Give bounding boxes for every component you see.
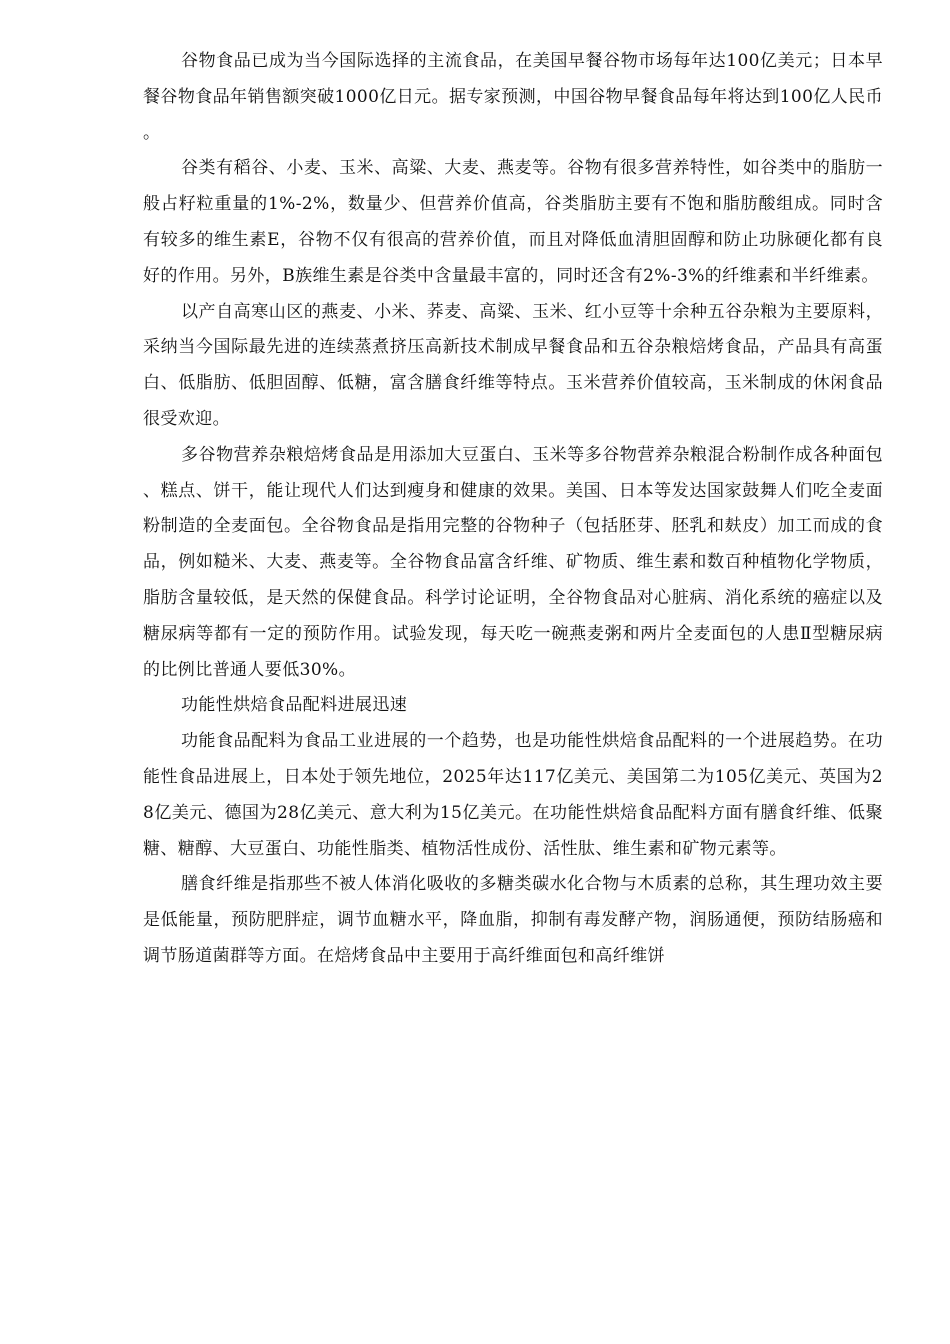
- paragraph-cereal-market: 谷物食品已成为当今国际选择的主流食品，在美国早餐谷物市场每年达100亿美元；日本早餐谷物食品年销售额突破1000亿日元。据专家预测，中国谷物早餐食品每年将达到100亿人民币。: [143, 51, 883, 143]
- document-body: [143, 44, 883, 975]
- paragraph-multigrain-baking: 多谷物营养杂粮焙烤食品是用添加大豆蛋白、玉米等多谷物营养杂粮混合粉制作成各种面包、糕点、饼干，能让现代人们达到瘦身和健康的效果。美国、日本等发达国家鼓舞人们吃全麦面粉制造的全麦面包。全谷物食品是指用完整的谷物种子（包括胚芽、胚乳和麸皮）加工而成的食品，例如糙米、大麦、燕麦等。全谷物食品富含纤维、矿物质、维生素和数百种植物化学物质，脂肪含量较低，是天然的保健食品。科学讨论证明，全谷物食品对心脏病、消化系统的癌症以及糖尿病等都有一定的预防作用。试验发现，每天吃一碗燕麦粥和两片全麦面包的人患Ⅱ型糖尿病的比例比普通人要低30%。: [143, 444, 883, 680]
- paragraph-coarse-grain-products: 以产自高寒山区的燕麦、小米、荞麦、高粱、玉米、红小豆等十余种五谷杂粮为主要原料，采纳当今国际最先进的连续蒸煮挤压高新技术制成早餐食品和五谷杂粮焙烤食品，产品具有高蛋白、低脂肪、低胆固醇、低糖，富含膳食纤维等特点。玉米营养价值较高，玉米制成的休闲食品很受欢迎。: [143, 301, 883, 429]
- paragraph-cereal-nutrition: 谷类有稻谷、小麦、玉米、高粱、大麦、燕麦等。谷物有很多营养特性，如谷类中的脂肪一般占籽粒重量的1%-2%，数量少、但营养价值高，谷类脂肪主要有不饱和脂肪酸组成。同时含有较多的维生素E，谷物不仅有很高的营养价值，而且对降低血清胆固醇和防止功脉硬化都有良好的作用。另外，B族维生素是谷类中含量最丰富的，同时还含有2%-3%的纤维素和半纤维素。: [143, 158, 883, 286]
- paragraph-functional-ingredients: 功能食品配料为食品工业进展的一个趋势，也是功能性烘焙食品配料的一个进展趋势。在功能性食品进展上，日本处于领先地位，2025年达117亿美元、美国第二为105亿美元、英国为28亿美元、德国为28亿美元、意大利为15亿美元。在功能性烘焙食品配料方面有膳食纤维、低聚糖、糖醇、大豆蛋白、功能性脂类、植物活性成份、活性肽、维生素和矿物元素等。: [143, 731, 883, 859]
- paragraph-dietary-fiber: 膳食纤维是指那些不被人体消化吸收的多糖类碳水化合物与木质素的总称，其生理功效主要是低能量，预防肥胖症，调节血糖水平，降血脂，抑制有毒发酵产物，润肠通便，预防结肠癌和调节肠道菌群等方面。在焙烤食品中主要用于高纤维面包和高纤维饼: [143, 874, 883, 966]
- section-heading-functional-ingredients: 功能性烘焙食品配料进展迅速: [181, 695, 408, 716]
